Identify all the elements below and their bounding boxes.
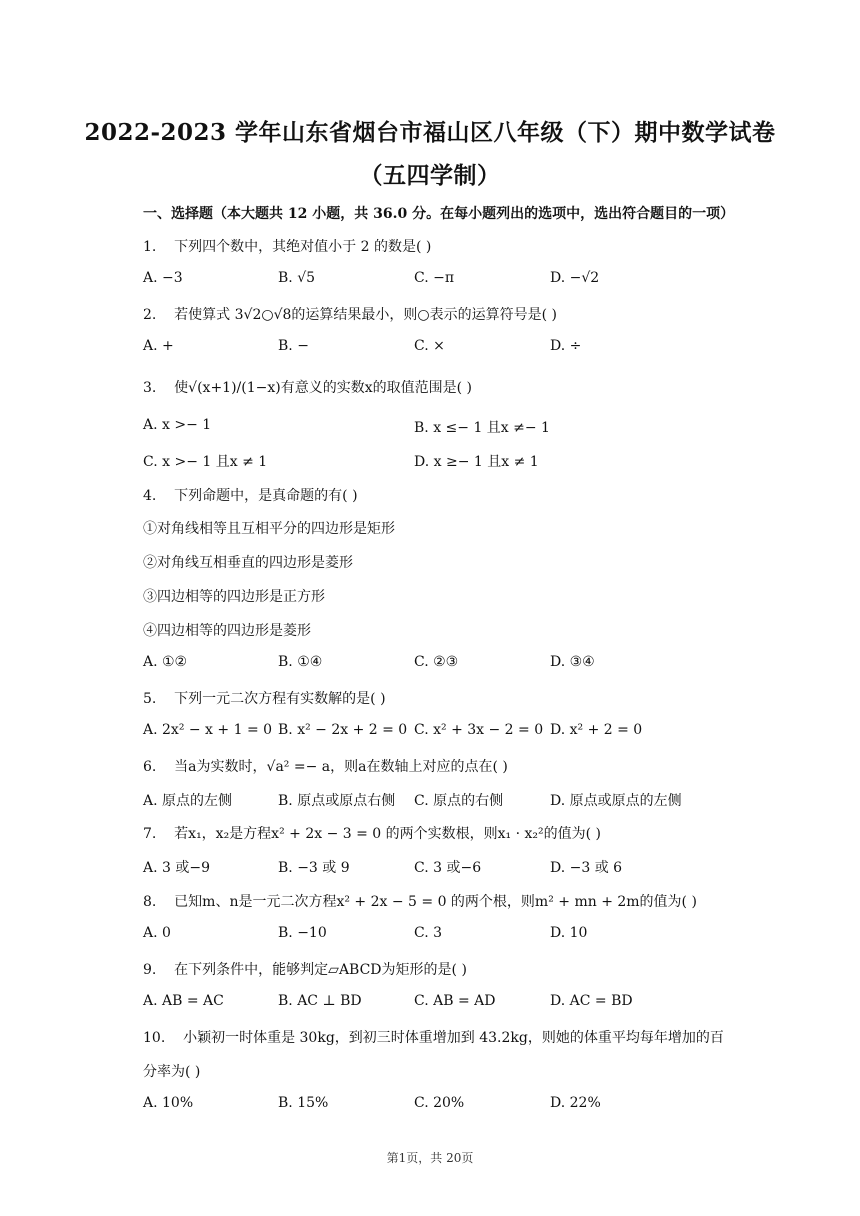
- question-number: 5.: [143, 691, 157, 707]
- question-stem: 使√(x+1)/(1−x)有意义的实数x的取值范围是( ): [174, 380, 472, 396]
- option-b: B. −3 或 9: [278, 860, 350, 876]
- option-d: D. AC = BD: [550, 993, 633, 1009]
- option-b: B. x ≤− 1 且x ≠− 1: [414, 420, 550, 436]
- option-d: D. 22%: [550, 1095, 601, 1111]
- question-number: 10.: [143, 1030, 166, 1046]
- option-a: A. −3: [143, 270, 183, 286]
- question-stem: 下列命题中，是真命题的有( ): [174, 488, 358, 504]
- question-8: [143, 891, 697, 911]
- option-a: A. AB = AC: [143, 993, 224, 1009]
- question-stem: 下列一元二次方程有实数解的是( ): [174, 691, 386, 707]
- option-a: A. ①②: [143, 654, 188, 670]
- option-a: A. 10%: [143, 1095, 194, 1111]
- option-c: C. −π: [414, 270, 455, 286]
- option-c: C. x >− 1 且x ≠ 1: [143, 454, 268, 470]
- exam-subtitle: （五四学制）: [359, 162, 501, 189]
- option-c: C. 原点的右侧: [414, 793, 504, 809]
- question-stem: 下列四个数中，其绝对值小于 2 的数是( ): [174, 239, 432, 255]
- option-c: C. 3: [414, 925, 443, 941]
- question-number: 6.: [143, 759, 157, 775]
- option-b: B. x² − 2x + 2 = 0: [278, 722, 408, 738]
- exam-title: 2022-2023 学年山东省烟台市福山区八年级（下）期中数学试卷: [84, 119, 776, 146]
- question-2: [143, 304, 557, 324]
- statement-3: ③四边相等的四边形是正方形: [143, 589, 325, 605]
- option-b: B. −10: [278, 925, 327, 941]
- question-number: 4.: [143, 488, 157, 504]
- option-d: D. ③④: [550, 654, 595, 670]
- option-c: C. x² + 3x − 2 = 0: [414, 722, 544, 738]
- option-a: A. +: [143, 338, 174, 354]
- option-c: C. 20%: [414, 1095, 465, 1111]
- statement-2: ②对角线互相垂直的四边形是菱形: [143, 555, 353, 571]
- option-a: A. x >− 1: [143, 417, 212, 433]
- option-d: D. −√2: [550, 270, 600, 286]
- option-d: D. 原点或原点的左侧: [550, 793, 682, 809]
- option-b: B. AC ⊥ BD: [278, 993, 362, 1009]
- page-footer: 第1页，共 20页: [386, 1151, 474, 1165]
- question-number: 3.: [143, 380, 157, 396]
- option-c: C. ×: [414, 338, 445, 354]
- option-b: B. ①④: [278, 654, 323, 670]
- statement-4: ④四边相等的四边形是菱形: [143, 623, 311, 639]
- question-number: 1.: [143, 239, 157, 255]
- option-c: C. 3 或−6: [414, 860, 482, 876]
- option-a: A. 3 或−9: [143, 860, 211, 876]
- question-stem-continued: 分率为( ): [143, 1064, 201, 1080]
- question-1: [143, 236, 431, 256]
- question-10: [143, 1027, 724, 1047]
- question-number: 7.: [143, 826, 157, 842]
- section-heading: 一、选择题（本大题共 12 小题，共 36.0 分。在每小题列出的选项中，选出符合题目的一项）: [143, 206, 735, 222]
- option-d: D. ÷: [550, 338, 582, 354]
- question-7: [143, 823, 601, 843]
- option-c: C. AB = AD: [414, 993, 496, 1009]
- option-d: D. x ≥− 1 且x ≠ 1: [414, 454, 539, 470]
- question-6: [143, 756, 508, 776]
- question-3: [143, 377, 472, 397]
- option-a: A. 2x² − x + 1 = 0: [143, 722, 273, 738]
- question-number: 8.: [143, 894, 157, 910]
- option-d: D. 10: [550, 925, 588, 941]
- question-5: [143, 688, 386, 708]
- question-stem: 在下列条件中，能够判定▱ABCD为矩形的是( ): [174, 962, 467, 978]
- option-b: B. √5: [278, 270, 316, 286]
- question-stem: 已知m、n是一元二次方程x² + 2x − 5 = 0 的两个根，则m² + mn + 2m的值为( ): [174, 894, 697, 910]
- question-stem: 当a为实数时，√a² =− a，则a在数轴上对应的点在( ): [174, 759, 508, 775]
- option-b: B. −: [278, 338, 309, 354]
- option-d: D. x² + 2 = 0: [550, 722, 643, 738]
- option-a: A. 原点的左侧: [143, 793, 233, 809]
- question-number: 9.: [143, 962, 157, 978]
- question-4: [143, 485, 358, 505]
- question-9: [143, 959, 467, 979]
- option-d: D. −3 或 6: [550, 860, 623, 876]
- option-b: B. 15%: [278, 1095, 329, 1111]
- question-stem: 小颖初一时体重是 30kg，到初三时体重增加到 43.2kg，则她的体重平均每年增加的百: [183, 1030, 724, 1046]
- option-a: A. 0: [143, 925, 171, 941]
- statement-1: ①对角线相等且互相平分的四边形是矩形: [143, 521, 395, 537]
- option-c: C. ②③: [414, 654, 459, 670]
- option-b: B. 原点或原点右侧: [278, 793, 396, 809]
- question-number: 2.: [143, 307, 157, 323]
- question-stem: 若x₁，x₂是方程x² + 2x − 3 = 0 的两个实数根，则x₁ · x₂²的值为( ): [174, 826, 602, 842]
- question-stem: 若使算式 3√2○√8的运算结果最小，则○表示的运算符号是( ): [174, 307, 557, 323]
